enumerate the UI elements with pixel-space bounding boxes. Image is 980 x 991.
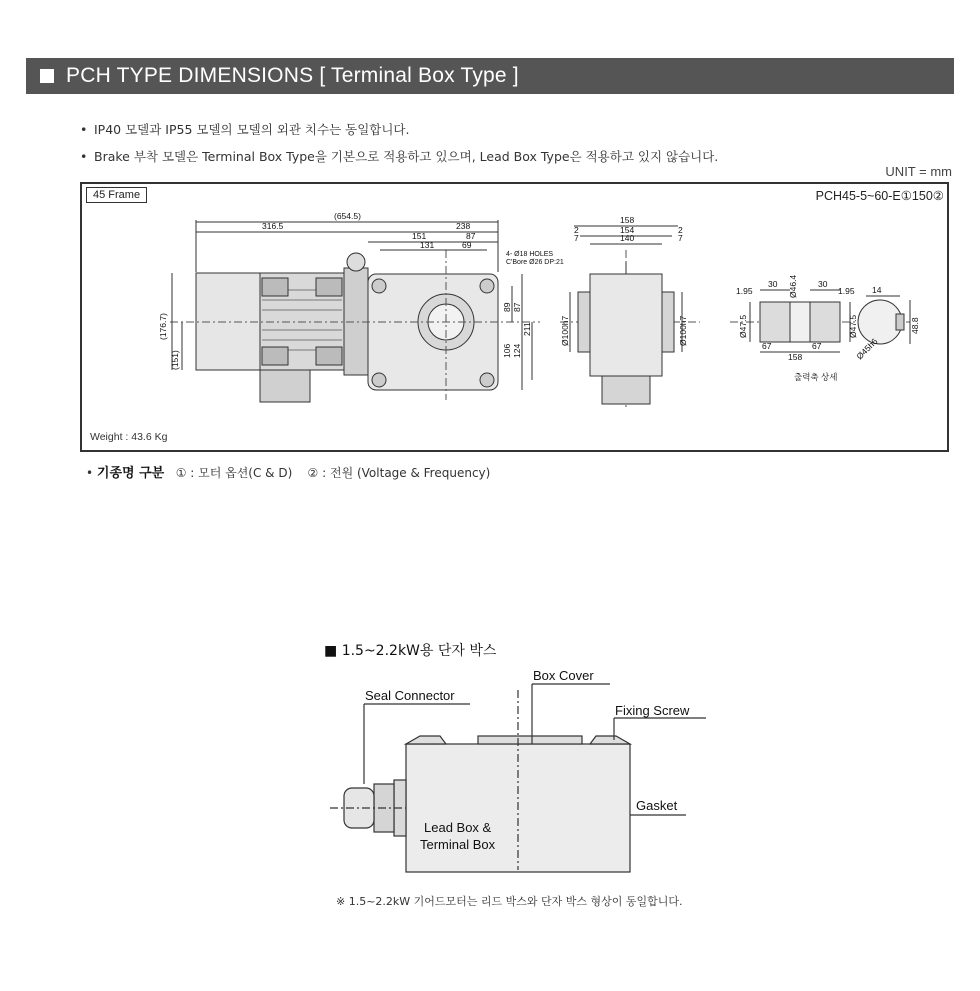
mount-hole	[372, 373, 386, 387]
motor-fin-block	[316, 278, 342, 296]
dim-text: 124	[512, 343, 522, 358]
shaft-cross-section	[858, 300, 902, 344]
dim-text: 238	[456, 221, 471, 231]
dim-text: 4- Ø18 HOLES	[506, 251, 554, 258]
dim-text: Ø47.5	[848, 314, 858, 338]
dim-text: 131	[420, 240, 435, 250]
dim-text: 140	[620, 233, 635, 243]
dim-text: 30	[768, 279, 778, 289]
section2-title-text: 1.5~2.2kW용 단자 박스	[341, 643, 497, 659]
label-box-name-1: Lead Box &	[424, 820, 492, 835]
dim-text: 151	[412, 231, 427, 241]
dim-text: 30	[818, 279, 828, 289]
dim-text: 158	[620, 215, 635, 225]
dim-text: 87	[466, 231, 476, 241]
shaft-key-section	[760, 302, 790, 342]
dim-text: 7	[678, 233, 683, 243]
label-fixing-screw: Fixing Screw	[615, 703, 690, 718]
footnote: ※ 1.5~2.2kW 기어드모터는 리드 박스와 단자 박스 형상이 동일합니다.	[336, 895, 683, 908]
dim-text: 89	[502, 302, 512, 312]
note-text: Brake 부착 모델은 Terminal Box Type을 기본으로 적용하고 있으며, Lead Box Type은 적용하고 있지 않습니다.	[94, 149, 719, 164]
dim-text: Ø46.4	[788, 274, 798, 298]
bullet-icon: •	[86, 466, 97, 480]
label-seal-connector: Seal Connector	[365, 688, 455, 703]
label-box-name-2: Terminal Box	[420, 837, 496, 852]
weight-label: Weight : 43.6 Kg	[90, 431, 168, 443]
label-box-cover: Box Cover	[533, 668, 594, 683]
dim-text: C'Bore Ø26 DP:21	[506, 259, 564, 266]
shaft-detail-title: 출력축 상세	[794, 372, 838, 382]
note-text: IP40 모델과 IP55 모델의 모델의 외관 치수는 동일합니다.	[94, 122, 410, 137]
motor-fin-block	[262, 278, 288, 296]
dim-text: Ø100h7	[678, 315, 688, 346]
square-bullet-icon: ■	[324, 643, 342, 659]
dim-text: 67	[762, 341, 772, 351]
lifting-eye	[347, 253, 365, 271]
dim-text: 67	[812, 341, 822, 351]
dim-text: 1.95	[736, 286, 753, 296]
dim-text: Ø45h6	[854, 336, 880, 362]
frame-size-label: 45 Frame	[86, 187, 147, 203]
dim-text: 87	[512, 302, 522, 312]
dim-text: (176.7)	[158, 313, 168, 340]
dim-text: 2	[574, 225, 579, 235]
dim-text: 211	[522, 322, 532, 336]
mount-hole	[372, 279, 386, 293]
legend-title: 기종명 구분	[96, 466, 165, 481]
section2-title	[324, 640, 496, 660]
dim-text: 154	[620, 225, 635, 235]
legend-item: ① : 모터 옵션(C & D)	[175, 466, 293, 480]
label-gasket: Gasket	[636, 798, 678, 813]
motor-fin-block	[316, 347, 342, 365]
dim-text: 2	[678, 225, 683, 235]
dim-text: 7	[574, 233, 579, 243]
box-cover-top	[478, 736, 582, 744]
dim-text: 69	[462, 240, 472, 250]
dim-text: (151)	[170, 350, 180, 370]
bullet-icon: •	[80, 122, 88, 137]
bullet-icon: •	[80, 149, 88, 164]
shaft-keyway	[896, 314, 904, 330]
dim-text: 48.8	[910, 317, 920, 334]
dim-text: 316.5	[262, 221, 284, 231]
unit-label: UNIT = mm	[885, 164, 952, 179]
gearbox-side-view	[590, 274, 662, 376]
section-title: PCH TYPE DIMENSIONS [ Terminal Box Type ]	[66, 64, 519, 87]
motor-fin-block	[262, 347, 288, 365]
mount-hole	[480, 279, 494, 293]
model-legend	[86, 462, 490, 481]
model-code: PCH45-5~60-E①150②	[815, 189, 944, 203]
side-flange-left	[578, 292, 590, 352]
dim-text: 106	[502, 343, 512, 358]
dim-text: 158	[788, 352, 803, 362]
dim-text: 14	[872, 285, 882, 295]
dim-text: 1.95	[838, 286, 855, 296]
dim-text: Ø100h7	[560, 315, 570, 346]
side-flange-right	[662, 292, 674, 352]
mount-hole	[480, 373, 494, 387]
terminal-box-side	[260, 370, 310, 402]
legend-item: ② : 전원 (Voltage & Frequency)	[307, 466, 491, 480]
side-motor-mount	[602, 376, 650, 404]
dim-text: (654.5)	[334, 211, 361, 221]
dim-text: Ø47.5	[738, 314, 748, 338]
shaft-key-section	[810, 302, 840, 342]
